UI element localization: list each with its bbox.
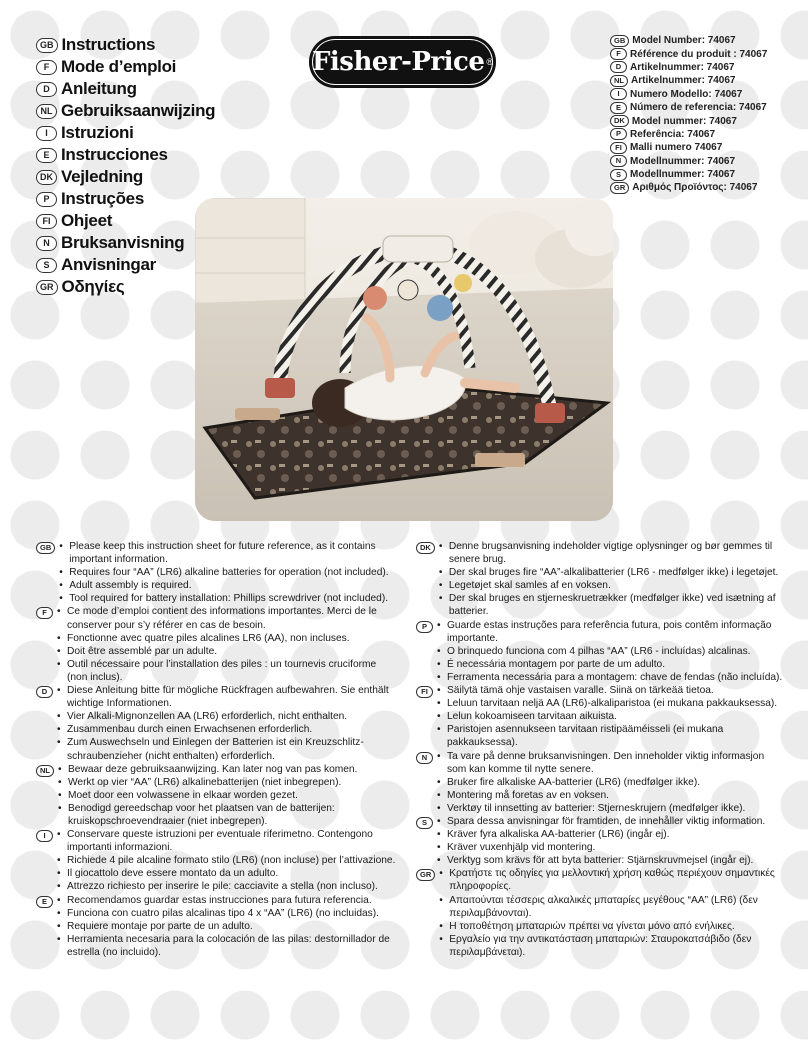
- instruction-section: [36, 763, 396, 828]
- list-item: • Απαιτούνται τέσσερις αλκαλικές μπαταρίες μεγέθους “AA” (LR6) (δεν περιλαμβάνονται).: [439, 894, 786, 920]
- registered-mark: ®: [486, 57, 494, 67]
- language-badge: E: [610, 102, 627, 114]
- list-item: • Please keep this instruction sheet for future reference, as it contains important information.: [59, 540, 396, 566]
- list-item: • Attrezzo richiesto per inserire le pile: cacciavite a stella (non incluso).: [57, 880, 396, 893]
- language-badge: I: [610, 88, 627, 100]
- list-item: • Requires four “AA” (LR6) alkaline batteries for operation (not included).: [59, 566, 396, 579]
- model-row: [610, 61, 805, 74]
- list-item: • Ta vare på denne bruksanvisningen. Den inneholder viktig informasjon som kan komme til nytte senere.: [437, 750, 786, 776]
- list-item: • Ce mode d’emploi contient des informations importantes. Merci de le conserver pour s’y référer en cas de besoin.: [57, 605, 396, 631]
- list-item: • Säilytä tämä ohje vastaisen varalle. Siinä on tärkeää tietoa.: [437, 684, 786, 697]
- language-badge: I: [36, 830, 53, 842]
- instruction-list: [58, 763, 396, 828]
- model-text: Référence du produit : 74067: [630, 48, 768, 60]
- language-badge: GR: [610, 182, 629, 194]
- title-text: Instructions: [61, 35, 156, 54]
- list-item: • Fonctionne avec quatre piles alcalines LR6 (AA), non incluses.: [57, 632, 396, 645]
- list-item: • Verktøy til innsetting av batterier: Stjerneskrujern (medfølger ikke).: [437, 802, 786, 815]
- language-badge: DK: [36, 170, 57, 185]
- instruction-section: [36, 605, 396, 684]
- brand-logo: [309, 36, 496, 88]
- model-row: [610, 141, 805, 154]
- product-photo: [195, 198, 613, 521]
- model-numbers: [610, 34, 805, 195]
- instructions-left-column: [36, 540, 396, 959]
- language-badge: P: [416, 621, 433, 633]
- language-badge: GR: [36, 280, 58, 295]
- model-text: Model Number: 74067: [632, 35, 736, 47]
- model-text: Número de referencia: 74067: [630, 102, 767, 114]
- list-item: • Herramienta necesaria para la colocación de las pilas: destornillador de estrella (no incluido).: [57, 933, 396, 959]
- instruction-section: [36, 540, 396, 605]
- model-text: Malli numero 74067: [630, 142, 723, 154]
- language-badge: FI: [610, 142, 627, 154]
- model-row: [610, 47, 805, 60]
- instruction-list: [57, 605, 396, 684]
- language-badge: GB: [36, 38, 58, 53]
- instruction-list: [59, 540, 396, 605]
- title-text: Anleitung: [61, 79, 137, 98]
- language-badge: NL: [36, 765, 54, 777]
- model-row: [610, 181, 805, 194]
- language-badge: F: [610, 48, 627, 60]
- language-badge: S: [36, 258, 57, 273]
- language-badge: P: [36, 192, 57, 207]
- language-badge: NL: [610, 75, 628, 87]
- instructions-right-column: [416, 540, 786, 959]
- list-item: • Zum Auswechseln und Einlegen der Batterien ist ein Kreuzschlitz-schraubenzieher (nicht enthalten) erforderlich.: [57, 736, 396, 762]
- instruction-list: [57, 828, 396, 893]
- list-item: • Werkt op vier “AA” (LR6) alkalinebatterijen (niet inbegrepen).: [58, 776, 396, 789]
- title-text: Vejledning: [61, 167, 144, 186]
- list-item: • Requiere montaje por parte de un adulto.: [57, 920, 396, 933]
- list-item: • Outil nécessaire pour l’installation des piles : un tournevis cruciforme (non inclus).: [57, 658, 396, 684]
- title-row: [36, 144, 236, 166]
- instruction-list: [437, 750, 786, 815]
- instruction-list: [437, 815, 786, 867]
- title-row: [36, 100, 236, 122]
- model-text: Model nummer: 74067: [631, 115, 737, 127]
- title-text: Anvisningar: [61, 255, 156, 274]
- list-item: • Doit être assemblé par un adulte.: [57, 645, 396, 658]
- language-badge: N: [416, 752, 433, 764]
- list-item: • Der skal bruges fire “AA”-alkalibatterier (LR6 - medfølger ikke) i legetøjet.: [439, 566, 786, 579]
- list-item: • Recomendamos guardar estas instrucciones para futura referencia.: [57, 894, 396, 907]
- list-item: • Benodigd gereedschap voor het plaatsen van de batterijen: kruiskopschroevendraaier (niet inbegrepen).: [58, 802, 396, 828]
- list-item: • Paristojen asennukseen tarvitaan ristipääméisseli (ei mukana pakkauksessa).: [437, 723, 786, 749]
- title-text: Gebruiksaanwijzing: [61, 101, 216, 120]
- model-text: Artikelnummer: 74067: [631, 75, 736, 87]
- instruction-list: [439, 540, 786, 619]
- model-row: [610, 168, 805, 181]
- model-row: [610, 34, 805, 47]
- list-item: • Montering må foretas av en voksen.: [437, 789, 786, 802]
- list-item: • Leluun tarvitaan neljä AA (LR6)-alkaliparistoa (ei mukana pakkauksessa).: [437, 697, 786, 710]
- list-item: • Η τοποθέτηση μπαταριών πρέπει να γίνεται μόνο από ενήλικες.: [439, 920, 786, 933]
- model-row: [610, 88, 805, 101]
- list-item: • Zusammenbau durch einen Erwachsenen erforderlich.: [57, 723, 396, 736]
- baby-gym-illustration: [195, 198, 613, 521]
- title-text: Οδηγίες: [61, 277, 125, 296]
- language-badge: DK: [416, 542, 435, 554]
- language-badge: NL: [36, 104, 57, 119]
- list-item: • Spara dessa anvisningar för framtiden, de innehåller viktig information.: [437, 815, 786, 828]
- language-badge: N: [610, 155, 627, 167]
- language-badge: F: [36, 607, 53, 619]
- language-badge: D: [36, 82, 57, 97]
- language-badge: GB: [610, 35, 629, 47]
- model-row: [610, 74, 805, 87]
- list-item: • O brinquedo funciona com 4 pilhas “AA” (LR6 - incluídas) alcalinas.: [437, 645, 786, 658]
- list-item: • Verktyg som krävs för att byta batterier: Stjärnskruvmejsel (ingår ej).: [437, 854, 786, 867]
- list-item: • Lelun kokoamiseen tarvitaan aikuista.: [437, 710, 786, 723]
- model-text: Referência: 74067: [630, 128, 716, 140]
- language-badge: E: [36, 148, 57, 163]
- title-row: [36, 78, 236, 100]
- model-row: [610, 155, 805, 168]
- title-row: [36, 122, 236, 144]
- list-item: • Guarde estas instruções para referência futura, pois contêm informação importante.: [437, 619, 786, 645]
- language-badge: GB: [36, 542, 55, 554]
- list-item: • Bewaar deze gebruiksaanwijzing. Kan later nog van pas komen.: [58, 763, 396, 776]
- model-row: [610, 128, 805, 141]
- title-row: [36, 56, 236, 78]
- list-item: • Diese Anleitung bitte für mögliche Rückfragen aufbewahren. Sie enthält wichtige Informationen.: [57, 684, 396, 710]
- list-item: • Moet door een volwassene in elkaar worden gezet.: [58, 789, 396, 802]
- model-row: [610, 114, 805, 127]
- language-badge: FI: [416, 686, 433, 698]
- instruction-section: [416, 815, 786, 867]
- model-text: Αριθμός Προϊόντος: 74067: [632, 182, 758, 194]
- language-badge: FI: [36, 214, 57, 229]
- instruction-list: [437, 619, 786, 684]
- language-badge: P: [610, 128, 627, 140]
- model-text: Artikelnummer: 74067: [630, 61, 735, 73]
- title-text: Mode d’emploi: [61, 57, 177, 76]
- title-row: [36, 166, 236, 188]
- language-badge: S: [416, 817, 433, 829]
- title-text: Instrucciones: [61, 145, 168, 164]
- instruction-section: [36, 684, 396, 763]
- list-item: • Bruker fire alkaliske AA-batterier (LR6) (medfølger ikke).: [437, 776, 786, 789]
- list-item: • Der skal bruges en stjerneskruetrækker (medfølger ikke) ved isætning af batterier.: [439, 592, 786, 618]
- instruction-list: [57, 894, 396, 959]
- language-badge: N: [36, 236, 57, 251]
- list-item: • Tool required for battery installation: Phillips screwdriver (not included).: [59, 592, 396, 605]
- list-item: • Κρατήστε τις οδηγίες για μελλοντική χρήση καθώς περιέχουν σημαντικές πληροφορίες.: [439, 867, 786, 893]
- language-badge: DK: [610, 115, 629, 127]
- model-text: Numero Modello: 74067: [630, 88, 743, 100]
- language-badge: GR: [416, 869, 435, 881]
- model-text: Modellnummer: 74067: [630, 169, 736, 181]
- list-item: • Kräver fyra alkaliska AA-batterier (LR6) (ingår ej).: [437, 828, 786, 841]
- title-text: Istruzioni: [61, 123, 134, 142]
- list-item: • Funciona con cuatro pilas alcalinas tipo 4 x “AA” (LR6) (no incluidas).: [57, 907, 396, 920]
- language-badge: I: [36, 126, 57, 141]
- brand-logo-text: Fisher-Price: [311, 47, 485, 77]
- language-badge: F: [36, 60, 57, 75]
- language-badge: D: [610, 61, 627, 73]
- instruction-section: [416, 684, 786, 749]
- language-badge: D: [36, 686, 53, 698]
- list-item: • Il giocattolo deve essere montato da un adulto.: [57, 867, 396, 880]
- instruction-section: [416, 619, 786, 684]
- instruction-section: [416, 867, 786, 959]
- title-text: Bruksanvisning: [61, 233, 185, 252]
- instruction-section: [36, 894, 396, 959]
- model-text: Modellnummer: 74067: [630, 155, 736, 167]
- list-item: • Kräver vuxenhjälp vid montering.: [437, 841, 786, 854]
- instruction-section: [416, 750, 786, 815]
- list-item: • Conservare queste istruzioni per eventuale riferimetno. Contengono importanti informazioni.: [57, 828, 396, 854]
- title-text: Instruções: [61, 189, 144, 208]
- list-item: • Richiede 4 pile alcaline formato stilo (LR6) (non incluse) per l’attivazione.: [57, 854, 396, 867]
- model-row: [610, 101, 805, 114]
- list-item: • Εργαλείο για την αντικατάσταση μπαταριών: Σταυροκατσάβιδο (δεν περιλαμβάνεται).: [439, 933, 786, 959]
- list-item: • Legetøjet skal samles af en voksen.: [439, 579, 786, 592]
- title-text: Ohjeet: [61, 211, 113, 230]
- instruction-section: [36, 828, 396, 893]
- language-badge: E: [36, 896, 53, 908]
- title-row: [36, 34, 236, 56]
- instruction-list: [57, 684, 396, 763]
- list-item: • É necessária montagem por parte de um adulto.: [437, 658, 786, 671]
- list-item: • Denne brugsanvisning indeholder vigtige oplysninger og bør gemmes til senere brug.: [439, 540, 786, 566]
- list-item: • Adult assembly is required.: [59, 579, 396, 592]
- list-item: • Vier Alkali-Mignonzellen AA (LR6) erforderlich, nicht enthalten.: [57, 710, 396, 723]
- instruction-section: [416, 540, 786, 619]
- list-item: • Ferramenta necessária para a montagem: chave de fendas (não incluída).: [437, 671, 786, 684]
- language-badge: S: [610, 169, 627, 181]
- instruction-list: [439, 867, 786, 959]
- instruction-list: [437, 684, 786, 749]
